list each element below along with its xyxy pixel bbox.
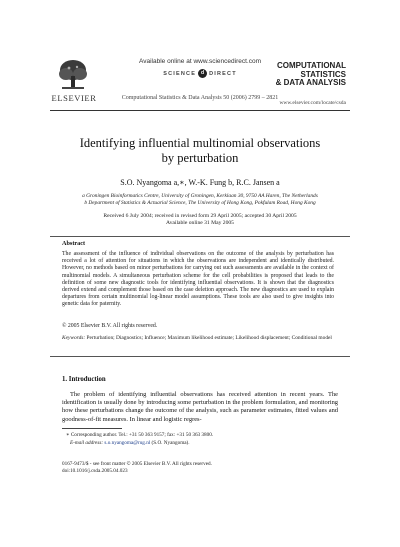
email-link[interactable]: s.o.nyangoma@rug.nl: [104, 440, 151, 446]
publisher-name: ELSEVIER: [51, 93, 97, 103]
sciencedirect-logo[interactable]: [150, 69, 250, 78]
header-divider: [50, 110, 350, 111]
issn-line: 0167-9473/$ - see front matter © 2005 Elsevier B.V. All rights reserved.: [62, 461, 212, 467]
journal-title-block: [276, 62, 346, 88]
journal-title-line: COMPUTATIONAL: [276, 61, 346, 70]
introduction-paragraph: The problem of identifying influential observations has received attention in recent years. The identification is usually done by introducing some perturbation in the problem formulation, and monitoring how these perturbations change the outcome of the analysis, such as parameter estimates, fitted values and goodness-of-fit measures. In linear and logistic regres-: [62, 391, 338, 423]
journal-title-line: STATISTICS: [300, 69, 346, 79]
affiliation-b: b Department of Statistics & Actuarial Science, The University of Hong Kong, Pokfulam Road, Hong Kong: [84, 200, 316, 206]
sd-logo-right: DIRECT: [209, 70, 237, 77]
affiliation-a: a Groningen Bioinformatics Centre, University of Groningen, Kerklaan 30, 9750 AA Haren, The Netherlands: [82, 193, 318, 199]
author-list: S.O. Nyangoma a,∗, W.-K. Fung b, R.C. Jansen a: [120, 178, 280, 187]
abstract-heading: Abstract: [62, 240, 86, 247]
available-online-banner[interactable]: Available online at www.sciencedirect.com: [139, 58, 261, 65]
abstract-body: The assessment of the influence of individual observations on the outcome of the analysis by perturbation has received a lot of attention for situations in which the observations are independent and identically distributed. However, no methods based on minor perturbations for carrying out such assessments are available in the context of multinomial models. A simultaneous perturbation scheme for the cell probabilities is proposed that leads to the definition of some new diagnostic tools for identifying influential observations. It is shown that the diagnostics derived extend and complement those based on the case deletion approach. The new diagnostics are used to explain departures from certain multinomial log-linear model assumptions. These tools are also used to give insights into genetic data for paternity.: [62, 251, 334, 308]
section-heading: 1. Introduction: [62, 376, 106, 383]
keywords-label: Keywords:: [62, 335, 86, 341]
journal-title-line: & DATA ANALYSIS: [275, 78, 346, 88]
email-suffix: (S.O. Nyangoma).: [151, 440, 190, 446]
sd-logo-mark-icon: d: [198, 69, 207, 78]
journal-url-link[interactable]: www.elsevier.com/locate/csda: [279, 100, 346, 106]
footnote-divider: [62, 428, 122, 429]
abstract-copyright: © 2005 Elsevier B.V. All rights reserved.: [62, 323, 158, 329]
email-label: E-mail address:: [70, 440, 104, 446]
article-title-line: Identifying influential multinomial observations: [79, 136, 321, 150]
keywords-list: Perturbation; Diagnostics; Influence; Maximum likelihood estimate; Likelihood displacement; Conditional model: [86, 335, 332, 341]
keywords: [62, 335, 338, 342]
available-online-date: Available online 31 May 2005: [166, 220, 234, 226]
abstract-top-divider: [50, 236, 350, 237]
sd-logo-left: SCIENCE: [163, 70, 197, 77]
email-footnote: [70, 440, 190, 446]
received-dates: Received 6 July 2004; received in revised form 29 April 2005; accepted 30 April 2005: [103, 213, 297, 219]
doi-line[interactable]: doi:10.1016/j.csda.2005.04.023: [62, 468, 128, 474]
abstract-bottom-divider: [50, 356, 350, 357]
journal-header: [0, 0, 400, 112]
journal-citation: Computational Statistics & Data Analysis 50 (2006) 2799 – 2821: [121, 95, 279, 101]
article-title-line: by perturbation: [161, 151, 239, 165]
article-title: [0, 136, 400, 166]
corresponding-author-footnote: ∗ Corresponding author. Tel.: +31 50 363 9157; fax: +31 50 363 3800.: [66, 432, 214, 438]
